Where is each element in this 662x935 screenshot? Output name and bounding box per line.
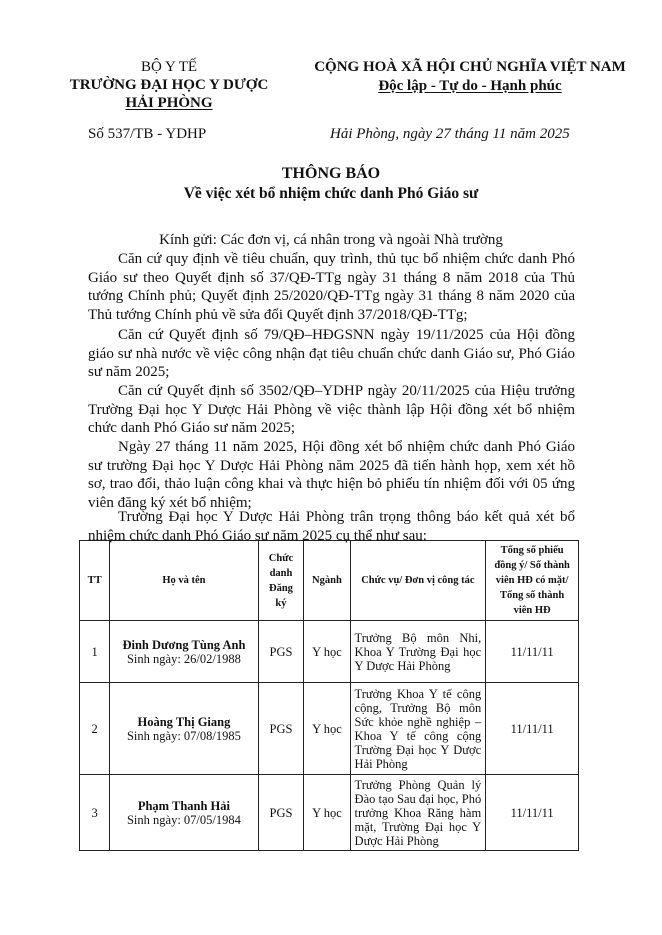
candidate-name: Hoàng Thị Giang <box>137 714 231 729</box>
header-name: Họ và tên <box>110 541 258 621</box>
table-row <box>80 621 579 683</box>
candidate-name: Phạm Thanh Hải <box>137 798 231 813</box>
row-candidate <box>110 683 258 775</box>
place-date: Hải Phòng, ngày 27 tháng 11 năm 2025 <box>330 126 570 142</box>
university-name-line2: HẢI PHÒNG <box>125 95 213 111</box>
row-position: Trưởng Khoa Y tế công cộng, Trưởng Bộ môn Sức khỏe nghề nghiệp – Khoa Y tế công cộng Trường Đại học Y Dược Hải Phòng <box>350 683 486 775</box>
paragraph-legal-basis-3: Căn cứ Quyết định số 3502/QĐ–YDHP ngày 20/11/2025 của Hiệu trưởng Trường Đại học Y Dược Hải Phòng về việc thành lập Hội đồng xét bổ nhiệm chức danh Phó Giáo sư năm 2025; <box>88 383 575 436</box>
university-name-line1: TRƯỜNG ĐẠI HỌC Y DƯỢC <box>69 77 269 93</box>
row-candidate <box>110 621 258 683</box>
ministry-name: BỘ Y TẾ <box>140 59 198 75</box>
candidate-name: Đinh Dương Tùng Anh <box>122 637 246 652</box>
table-row <box>80 683 579 775</box>
row-candidate <box>110 775 258 851</box>
document-title: THÔNG BÁO <box>281 165 381 182</box>
row-field: Y học <box>304 621 350 683</box>
row-votes: 11/11/11 <box>486 683 579 775</box>
row-votes: 11/11/11 <box>486 621 579 683</box>
header-votes: Tổng số phiếu đồng ý/ Số thành viên HĐ có mặt/ Tổng số thành viên HĐ <box>486 541 579 621</box>
header-field: Ngành <box>304 541 350 621</box>
document-subtitle: Về việc xét bổ nhiệm chức danh Phó Giáo sư <box>183 185 479 202</box>
table-header-row <box>80 541 579 621</box>
row-field: Y học <box>304 683 350 775</box>
candidate-dob: Sinh ngày: 07/05/1984 <box>126 812 241 827</box>
table-row <box>80 775 579 851</box>
national-slogan: Độc lập - Tự do - Hạnh phúc <box>378 78 562 94</box>
header-rank: Chức danh Đăng ký <box>258 541 304 621</box>
issuer-block <box>58 58 280 112</box>
paragraph-legal-basis-1: Căn cứ quy định về tiêu chuẩn, quy trình, thủ tục bổ nhiệm chức danh Phó Giáo sư theo Quyết định số 37/QĐ-TTg ngày 31 tháng 8 năm 2018 của Thủ tướng Chính phủ; Quyết định 25/2020/QĐ-TTg ngày 31 tháng 8 năm 2020 của Thủ tướng Chính phủ về sửa đổi Quyết định 37/2018/QĐ-TTg; <box>88 251 575 323</box>
paragraph-legal-basis-2: Căn cứ Quyết định số 79/QĐ–HĐGSNN ngày 19/11/2025 của Hội đồng giáo sư nhà nước về việc công nhận đạt tiêu chuẩn chức danh Giáo sư, Phó Giáo sư năm 2025; <box>88 327 575 380</box>
header-tt: TT <box>80 541 110 621</box>
row-rank: PGS <box>258 775 304 851</box>
row-votes: 11/11/11 <box>486 775 579 851</box>
candidate-dob: Sinh ngày: 26/02/1988 <box>126 651 241 666</box>
national-header <box>300 58 640 96</box>
row-tt: 2 <box>80 683 110 775</box>
row-field: Y học <box>304 775 350 851</box>
row-tt: 3 <box>80 775 110 851</box>
row-position: Trưởng Bộ môn Nhi, Khoa Y Trường Đại học Y Dược Hải Phòng <box>350 621 486 683</box>
paragraph-meeting: Ngày 27 tháng 11 năm 2025, Hội đồng xét bổ nhiệm chức danh Phó Giáo sư trường Đại học Y Dược Hải Phòng năm 2025 đã tiến hành họp, xem xét hồ sơ, trao đổi, thảo luận công khai và thực hiện bỏ phiếu tín nhiệm đối với 05 ứng viên đăng ký xét bổ nhiệm; <box>88 439 575 511</box>
document-number: Số 537/TB - YDHP <box>88 126 207 142</box>
greeting: Kính gửi: Các đơn vị, cá nhân trong và ngoài Nhà trường <box>159 232 503 248</box>
header-position: Chức vụ/ Đơn vị công tác <box>350 541 486 621</box>
country-name: CỘNG HOÀ XÃ HỘI CHỦ NGHĨA VIỆT NAM <box>314 59 626 75</box>
row-rank: PGS <box>258 621 304 683</box>
paragraph-announcement: Trường Đại học Y Dược Hải Phòng trân trọng thông báo kết quả xét bổ nhiệm chức danh Phó Giáo sư năm 2025 cụ thể như sau: <box>88 509 575 544</box>
row-position: Trưởng Phòng Quản lý Đào tạo Sau đại học, Phó trưởng Khoa Răng hàm mặt, Trường Đại học Y Dược Hải Phòng <box>350 775 486 851</box>
row-tt: 1 <box>80 621 110 683</box>
row-rank: PGS <box>258 683 304 775</box>
candidate-dob: Sinh ngày: 07/08/1985 <box>126 728 241 743</box>
results-table <box>79 540 579 851</box>
